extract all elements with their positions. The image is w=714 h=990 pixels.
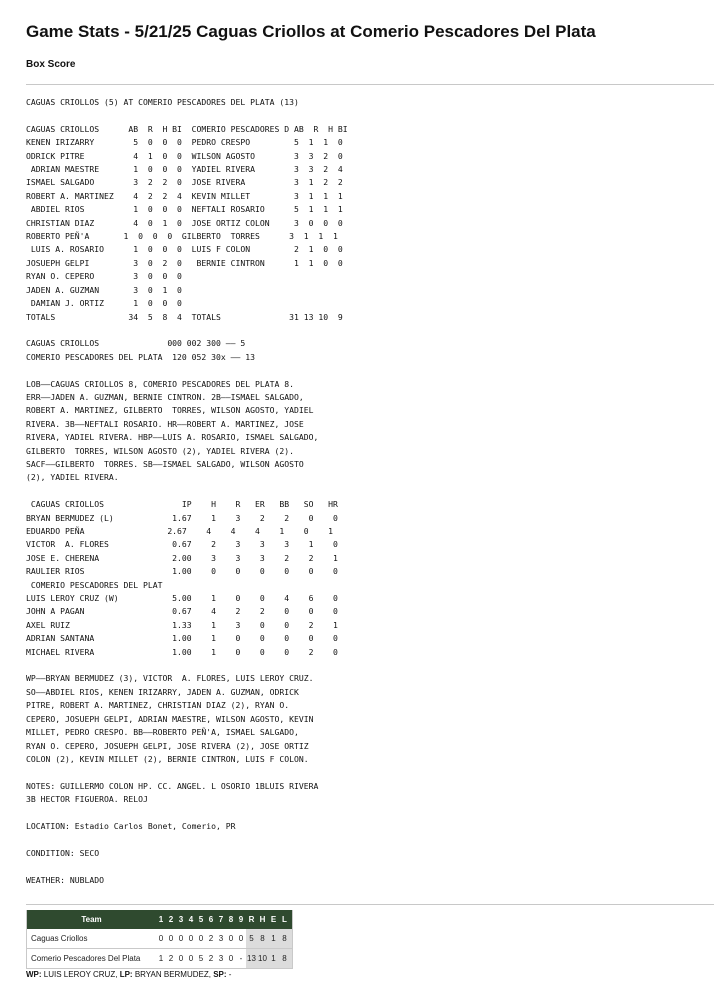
box-score-line: LOCATION: Estadio Carlos Bonet, Comerio, PR	[26, 820, 236, 831]
line-score-table	[26, 910, 293, 969]
box-score-line: RYAN O. CEPERO, JOSUEPH GELPI, JOSE RIVERA (2), JOSE ORTIZ	[26, 740, 309, 751]
box-score-line: GILBERTO TORRES, WILSON AGOSTO (2), YADIEL RIVERA (2).	[26, 445, 295, 456]
box-score-line: COLON (2), KEVIN MILLET (2), BERNIE CINTRON, LUIS F COLON.	[26, 753, 309, 764]
box-score-line: AXEL RUIZ 1.33 1 3 0 0 2 1	[26, 619, 338, 630]
line-score-header-inning-9: 9	[236, 910, 246, 929]
box-score-line: ISMAEL SALGADO 3 2 2 0 JOSE RIVERA 3 1 2 2	[26, 177, 343, 188]
inning-score: 2	[206, 949, 216, 969]
box-score-line: ABDIEL RIOS 1 0 0 0 NEFTALI ROSARIO 5 1 1 1	[26, 204, 343, 215]
box-score-line: RAULIER RIOS 1.00 0 0 0 0 0 0	[26, 566, 338, 577]
box-score-line: ADRIAN SANTANA 1.00 1 0 0 0 0 0	[26, 633, 338, 644]
box-score-line: JOHN A PAGAN 0.67 4 2 2 0 0 0	[26, 606, 338, 617]
box-score-line: ROBERT A. MARTINEZ 4 2 2 4 KEVIN MILLET 3 1 1 1	[26, 190, 343, 201]
line-score-header-inning-1: 1	[156, 910, 166, 929]
page-title: Game Stats - 5/21/25 Caguas Criollos at Comerio Pescadores Del Plata	[26, 22, 596, 41]
box-score-line: JOSUEPH GELPI 3 0 2 0 BERNIE CINTRON 1 1 0 0	[26, 257, 343, 268]
box-score-line: ADRIAN MAESTRE 1 0 0 0 YADIEL RIVERA 3 3 2 4	[26, 164, 343, 175]
inning-score: 3	[216, 949, 226, 969]
inning-score: 0	[186, 949, 196, 969]
box-score-line: RIVERA. 3B——NEFTALI ROSARIO. HR——ROBERT A. MARTINEZ, JOSE	[26, 418, 304, 429]
pitchers-of-record: WP: LUIS LEROY CRUZ, LP: BRYAN BERMUDEZ, SP: -	[26, 970, 232, 979]
line-score-header-inning-8: 8	[226, 910, 236, 929]
line-score-header-runs: R	[246, 910, 257, 929]
box-score-line: COMERIO PESCADORES DEL PLAT	[26, 579, 163, 590]
box-score-line: CONDITION: SECO	[26, 847, 100, 858]
line-score-header-inning-2: 2	[166, 910, 176, 929]
save-pitcher-label: SP:	[213, 970, 227, 979]
box-score-line: ERR——JADEN A. GUZMAN, BERNIE CINTRON. 2B——ISMAEL SALGADO,	[26, 391, 304, 402]
total-hits: 8	[257, 929, 268, 949]
total-lob: 8	[279, 929, 293, 949]
inning-score: 0	[186, 929, 196, 949]
box-score-line: RIVERA, YADIEL RIVERA. HBP——LUIS A. ROSARIO, ISMAEL SALGADO,	[26, 432, 319, 443]
team-name: Comerio Pescadores Del Plata	[27, 949, 157, 969]
box-score-line: SACF——GILBERTO TORRES. SB——ISMAEL SALGADO, WILSON AGOSTO	[26, 458, 304, 469]
box-score-text	[26, 96, 348, 887]
box-score-line: DAMIAN J. ORTIZ 1 0 0 0	[26, 298, 182, 309]
inning-score: 5	[196, 949, 206, 969]
box-score-line: CHRISTIAN DIAZ 4 0 1 0 JOSE ORTIZ COLON 3 0 0 0	[26, 217, 343, 228]
losing-pitcher-label: LP:	[119, 970, 133, 979]
box-score-line: CAGUAS CRIOLLOS (5) AT COMERIO PESCADORES DEL PLATA (13)	[26, 97, 299, 107]
line-score-header-inning-6: 6	[206, 910, 216, 929]
losing-pitcher: BRYAN BERMUDEZ	[134, 970, 209, 979]
total-errors: 1	[268, 929, 279, 949]
inning-score: 0	[226, 929, 236, 949]
box-score-line: MILLET, PEDRO CRESPO. BB——ROBERTO PEÑ'A, ISMAEL SALGADO,	[26, 727, 299, 738]
inning-score: 0	[176, 949, 186, 969]
box-score-line: CEPERO, JOSUEPH GELPI, ADRIAN MAESTRE, WILSON AGOSTO, KEVIN	[26, 713, 314, 724]
box-score-line: LUIS LEROY CRUZ (W) 5.00 1 0 0 4 6 0	[26, 593, 338, 604]
line-score-row-away	[27, 929, 293, 949]
line-score-header-row	[27, 910, 293, 929]
box-score-line: TOTALS 34 5 8 4 TOTALS 31 13 10 9	[26, 311, 343, 322]
line-score-header-hits: H	[257, 910, 268, 929]
box-score-line: LUIS A. ROSARIO 1 0 0 0 LUIS F COLON 2 1 0 0	[26, 244, 343, 255]
box-score-line: CAGUAS CRIOLLOS 000 002 300 —— 5	[26, 338, 246, 349]
total-hits: 10	[257, 949, 268, 969]
line-score-row-home	[27, 949, 293, 969]
save-pitcher: -	[228, 970, 232, 979]
box-score-line: PITRE, ROBERT A. MARTINEZ, CHRISTIAN DIAZ (2), RYAN O.	[26, 700, 290, 711]
box-score-line: NOTES: GUILLERMO COLON HP. CC. ANGEL. L OSORIO 1BLUIS RIVERA	[26, 780, 319, 791]
inning-score: 2	[166, 949, 176, 969]
winning-pitcher-label: WP:	[26, 970, 42, 979]
divider-bottom	[26, 904, 714, 905]
box-score-line: SO——ABDIEL RIOS, KENEN IRIZARRY, JADEN A. GUZMAN, ODRICK	[26, 686, 299, 697]
box-score-line: WP——BRYAN BERMUDEZ (3), VICTOR A. FLORES, LUIS LEROY CRUZ.	[26, 673, 314, 684]
inning-score: -	[236, 949, 246, 969]
box-score-line: ROBERTO PEÑ'A 1 0 0 0 GILBERTO TORRES 3 1 1 1	[26, 231, 338, 242]
winning-pitcher: LUIS LEROY CRUZ	[43, 970, 116, 979]
total-errors: 1	[268, 949, 279, 969]
box-score-line: VICTOR A. FLORES 0.67 2 3 3 3 1 0	[26, 539, 338, 550]
box-score-line: ODRICK PITRE 4 1 0 0 WILSON AGOSTO 3 3 2 0	[26, 150, 343, 161]
line-score-header-lob: L	[279, 910, 293, 929]
inning-score: 0	[196, 929, 206, 949]
line-score-header-errors: E	[268, 910, 279, 929]
total-lob: 8	[279, 949, 293, 969]
inning-score: 0	[226, 949, 236, 969]
line-score-header-team: Team	[27, 910, 157, 929]
box-score-line: RYAN O. CEPERO 3 0 0 0	[26, 271, 182, 282]
team-name: Caguas Criollos	[27, 929, 157, 949]
box-score-line: KENEN IRIZARRY 5 0 0 0 PEDRO CRESPO 5 1 1 0	[26, 137, 343, 148]
box-score-line: BRYAN BERMUDEZ (L) 1.67 1 3 2 2 0 0	[26, 512, 338, 523]
box-score-line: CAGUAS CRIOLLOS AB R H BI COMERIO PESCADORES D AB R H BI	[26, 123, 348, 134]
box-score-line: CAGUAS CRIOLLOS IP H R ER BB SO HR	[26, 499, 338, 510]
total-runs: 5	[246, 929, 257, 949]
box-score-line: MICHAEL RIVERA 1.00 1 0 0 0 2 0	[26, 646, 338, 657]
box-score-line: JADEN A. GUZMAN 3 0 1 0	[26, 284, 182, 295]
box-score-line: JOSE E. CHERENA 2.00 3 3 3 2 2 1	[26, 552, 338, 563]
line-score-header-inning-4: 4	[186, 910, 196, 929]
box-score-line: COMERIO PESCADORES DEL PLATA 120 052 30x —— 13	[26, 351, 256, 362]
box-score-line: (2), YADIEL RIVERA.	[26, 472, 119, 483]
line-score-header-inning-5: 5	[196, 910, 206, 929]
inning-score: 2	[206, 929, 216, 949]
inning-score: 0	[236, 929, 246, 949]
box-score-line: EDUARDO PEÑA 2.67 4 4 4 1 0 1	[26, 526, 333, 536]
box-score-line: WEATHER: NUBLADO	[26, 874, 104, 885]
inning-score: 3	[216, 929, 226, 949]
inning-score: 0	[156, 929, 166, 949]
inning-score: 0	[166, 929, 176, 949]
inning-score: 0	[176, 929, 186, 949]
box-score-line: LOB——CAGUAS CRIOLLOS 8, COMERIO PESCADORES DEL PLATA 8.	[26, 378, 295, 389]
box-score-line: ROBERT A. MARTINEZ, GILBERTO TORRES, WILSON AGOSTO, YADIEL	[26, 405, 314, 416]
line-score-header-inning-7: 7	[216, 910, 226, 929]
line-score-header-inning-3: 3	[176, 910, 186, 929]
section-title-box-score: Box Score	[26, 59, 76, 70]
total-runs: 13	[246, 949, 257, 969]
inning-score: 1	[156, 949, 166, 969]
box-score-line: 3B HECTOR FIGUEROA. RELOJ	[26, 794, 148, 805]
divider-top	[26, 84, 714, 85]
